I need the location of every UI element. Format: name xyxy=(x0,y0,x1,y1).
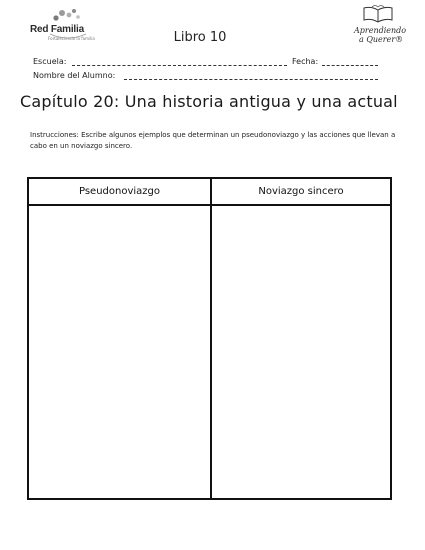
column-header-pseudonoviazgo: Pseudonoviazgo xyxy=(78,186,160,197)
date-field[interactable] xyxy=(322,65,378,66)
red-familia-wordmark: Red Familia xyxy=(30,24,84,35)
student-name-field[interactable] xyxy=(124,79,378,80)
school-field[interactable] xyxy=(72,65,287,66)
pseudonoviazgo-answer-area[interactable] xyxy=(29,206,210,498)
school-label: Escuela: xyxy=(33,57,67,66)
date-label: Fecha: xyxy=(292,57,319,66)
column-header-noviazgo-sincero: Noviazgo sincero xyxy=(258,186,344,197)
open-book-icon xyxy=(362,4,394,24)
instructions-text: Instrucciones: Escribe algunos ejemplos que determinan un pseudonoviazgo y las acciones que llevan a cabo en un noviazgo sincero. xyxy=(30,131,396,150)
comparison-table xyxy=(27,177,392,500)
noviazgo-sincero-answer-area[interactable] xyxy=(212,206,390,498)
book-title: Libro 10 xyxy=(173,30,227,45)
student-name-label: Nombre del Alumno: xyxy=(33,71,116,80)
aprendiendo-a-querer-logo xyxy=(350,4,410,54)
red-familia-logo xyxy=(30,8,95,50)
chapter-title: Capítulo 20: Una historia antigua y una actual xyxy=(20,92,398,111)
family-dots-icon xyxy=(50,8,84,24)
red-familia-tagline: Fortaleciendo la familia xyxy=(48,36,95,41)
logo-line-1: Aprendiendo xyxy=(354,26,407,35)
logo-line-2: a Querer® xyxy=(359,35,404,44)
